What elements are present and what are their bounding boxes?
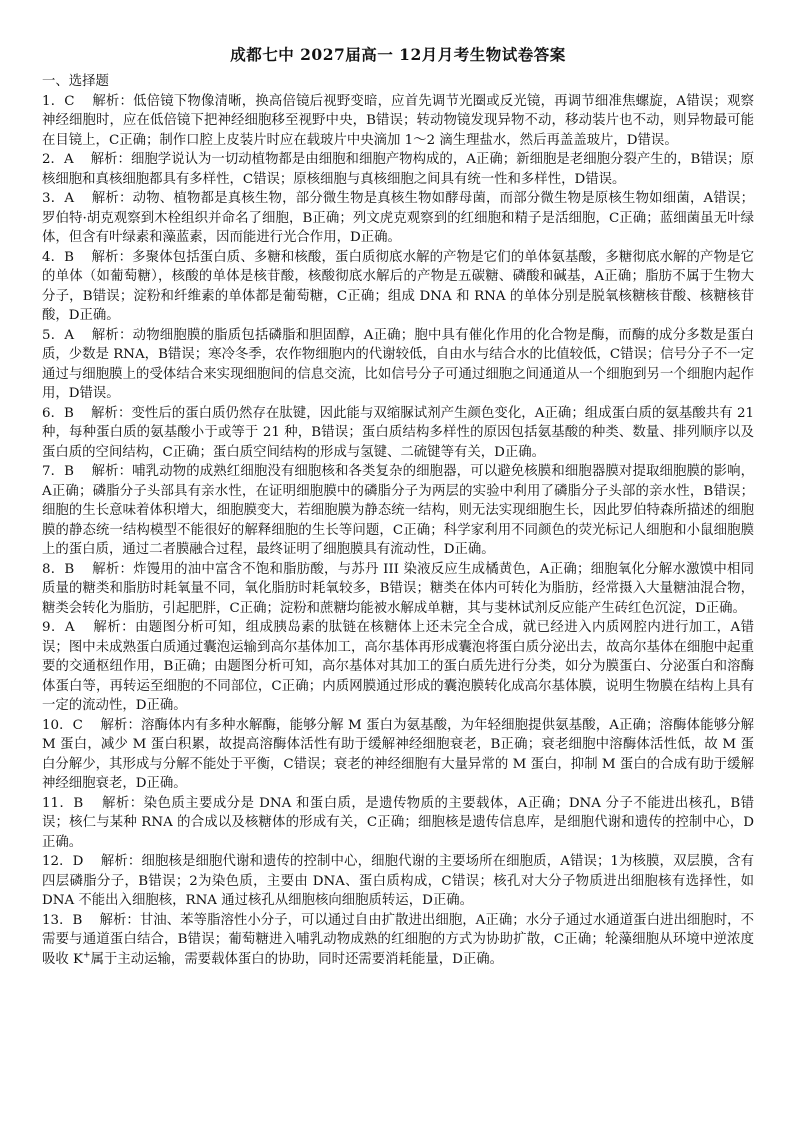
item-label: 解析： (100, 717, 141, 733)
answer-item-13 (42, 911, 754, 970)
item-number: 6．B (42, 405, 74, 421)
item-text: 细胞学说认为一切动植物都是由细胞和细胞产物构成的，A正确；新细胞是老细胞分裂产生的，B错误；原核细胞和真核细胞都具有多样性，C错误；原核细胞与真核细胞之间具有统一性和多样性，D错误。 (42, 152, 754, 187)
item-text-tail: 属于主动运输，需要载体蛋白的协助，同时还需要消耗能量，D正确。 (90, 951, 504, 967)
item-label: 解析： (91, 464, 133, 479)
item-text: 炸馒用的油中富含不饱和脂肪酸，与苏丹 III 染液反应生成橘黄色，A正确；细胞氧化分解水激馍中相同质量的糖类和脂肪时耗氧量不同，氧化脂肪时耗氧较多，B错误；糖类在体内可转化为脂肪，经常摄入大量糖油混合物，糖类会转化为脂肪，引起肥胖，C正确；淀粉和蔗糖均能被水解成单糖，其与斐林试剂反应能产生砖红色沉淀，D正确。 (42, 561, 754, 616)
item-text: 低倍镜下物像清晰，换高倍镜后视野变暗，应首先调节光圈或反光镜，再调节细准焦螺旋，A错误；观察神经细胞时，应在低倍镜下把神经细胞移至视野中央，B错误；转动物镜发现异物不动，移动装片也不动，则异物最可能在目镜上，C正确；制作口腔上皮装片时应在载玻片中央滴加 1～2 滴生理盐水，然后再盖盖玻片，D错误。 (42, 93, 754, 148)
item-text: 细胞核是细胞代谢和遗传的控制中心，细胞代谢的主要场所在细胞质，A错误；1为核膜，双层膜，含有四层磷脂分子，B错误；2为染色质，主要由 DNA、蛋白质构成，C错误；核孔对大分子物质进出细胞核有选择性，如 DNA 不能出入细胞核，RNA 通过核孔从细胞核向细胞质转运，D正确。 (42, 854, 755, 908)
item-number: 4．B (42, 249, 75, 265)
item-number: 2．A (42, 152, 74, 167)
superscript-plus: + (83, 950, 91, 961)
answer-item-11 (42, 794, 754, 853)
item-text: 变性后的蛋白质仍然存在肽键，因此能与双缩脲试剂产生颜色变化，A正确；组成蛋白质的氨基酸共有 21 种，每种蛋白质的氨基酸小于或等于 21 种，B错误；蛋白质结构多样性的原因包括氨基酸的种类、数量、排列顺序以及蛋白质的空间结构，C正确；蛋白质空间结构的形成与氢键、二硫键等有关，D正确。 (42, 405, 755, 460)
item-label: 解析： (102, 795, 144, 811)
item-label: 解析： (92, 561, 134, 577)
item-number: 3．A (42, 191, 74, 206)
item-number: 7．B (42, 464, 75, 479)
item-label: 解析： (91, 327, 133, 343)
item-number: 5．A (42, 327, 74, 343)
answer-item-1 (42, 92, 754, 151)
item-text: 哺乳动物的成熟红细胞没有细胞核和各类复杂的细胞器，可以避免核膜和细胞器膜对提取细胞膜的影响，A正确；磷脂分子头部具有亲水性，在证明细胞膜中的磷脂分子为两层的实验中利用了磷脂分子头部的亲水性，B错误；细胞的生长意味着体积增大，细胞膜变大，若细胞膜为静态统一结构，则无法实现细胞生长，因此罗伯特森所描述的细胞膜的静态统一结构模型不能很好的解释细胞的生长等问题，C正确；科学家利用不同颜色的荧光标记人细胞和小鼠细胞膜上的蛋白质，通过二者膜融合过程，最终证明了细胞膜具有流动性，D正确。 (42, 464, 755, 557)
section-heading: 一、选择题 (42, 74, 109, 89)
answer-item-12 (42, 852, 754, 911)
item-number: 13．B (42, 912, 83, 928)
item-text: 多聚体包括蛋白质、多糖和核酸，蛋白质彻底水解的产物是它们的单体氨基酸，多糖彻底水解的产物是它的单体（如葡萄糖），核酸的单体是核苷酸，核酸彻底水解后的产物是五碳糖、磷酸和碱基，A正确；脂肪不属于生物大分子，B错误；淀粉和纤维素的单体都是葡萄糖，C正确；组成 DNA 和 RNA 的单体分别是脱氧核糖核苷酸、核糖核苷酸，D正确。 (42, 249, 755, 323)
item-text: 甘油、苯等脂溶性小分子，可以通过自由扩散进出细胞，A正确；水分子通过水通道蛋白进出细胞时，不需要与通道蛋白结合，B错误；葡萄糖进入哺乳动物成熟的红细胞的方式为协助扩散，C正确；轮藻细胞从环境中逆浓度吸收 K (42, 912, 755, 967)
item-number: 11．B (42, 795, 84, 811)
item-number: 8．B (42, 561, 75, 577)
item-label: 解析： (91, 191, 133, 206)
answer-item-9 (42, 618, 754, 716)
answer-item-2 (42, 150, 754, 189)
item-text: 溶酶体内有多种水解酶，能够分解 M 蛋白为氨基酸，为年轻细胞提供氨基酸，A正确；溶酶体能够分解 M 蛋白，减少 M 蛋白积累，故提高溶酶体活性有助于缓解神经细胞衰老，B正确；衰老细胞中溶酶体活性低，故 M 蛋白分解少，其形成与分解不能处于平衡，C错误；衰老的神经细胞有大量异常的 M 蛋白，抑制 M 蛋白的合成有助于缓解神经细胞衰老，D正确。 (42, 717, 754, 791)
answer-item-8 (42, 560, 754, 619)
answer-item-10 (42, 716, 754, 794)
item-label: 解析： (92, 93, 134, 109)
item-label: 解析： (99, 912, 140, 928)
item-label: 解析： (100, 854, 142, 869)
answer-item-5 (42, 326, 754, 404)
answer-item-7 (42, 462, 754, 560)
item-number: 12．D (42, 854, 84, 869)
item-text: 动物、植物都是真核生物，部分微生物是真核生物如酵母菌，而部分微生物是原核生物如细菌，A错误；罗伯特·胡克观察到木栓组织并命名了细胞，B正确；列文虎克观察到的红细胞和精子是活细胞，C正确；蓝细菌虽无叶绿体，但含有叶绿素和藻蓝素，因而能进行光合作用，D正确。 (42, 191, 754, 245)
item-label: 解析： (91, 405, 132, 421)
answer-item-3 (42, 189, 754, 248)
item-text: 由题图分析可知，组成胰岛素的肽链在核糖体上还未完全合成，就已经进入内质网腔内进行加工，A错误；图中未成熟蛋白质通过囊泡运输到高尔基体加工，高尔基体再形成囊泡将蛋白质分泌出去，故高尔基体在细胞中起重要的交通枢纽作用，B正确；由题图分析可知，高尔基体对其加工的蛋白质先进行分类，如分为膜蛋白、分泌蛋白和溶酶体蛋白等，再转运至细胞的不同部位，C正确；内质网膜通过形成的囊泡膜转化成高尔基体膜，说明生物膜在结构上具有一定的流动性，D正确。 (42, 620, 755, 713)
item-label: 解析： (91, 249, 133, 265)
answer-item-6 (42, 404, 754, 463)
item-number: 9．A (42, 620, 75, 635)
answer-item-4 (42, 248, 754, 326)
item-label: 解析： (90, 152, 131, 167)
item-number: 1．C (42, 93, 75, 109)
item-number: 10．C (42, 717, 83, 733)
answer-sheet-page (42, 46, 754, 969)
item-text: 动物细胞膜的脂质包括磷脂和胆固醇，A正确；胞中具有催化作用的化合物是酶，而酶的成分多数是蛋白质，少数是 RNA，B错误；寒冷冬季，农作物细胞内的代谢较低，自由水与结合水的比值较低，C错误；信号分子不一定通过与细胞膜上的受体结合来实现细胞间的信息交流，比如信号分子可通过细胞之间通道从一个细胞到另一个细胞内起作用，D错误。 (42, 327, 754, 401)
page-title: 成都七中 2027届高一 12月月考生物试卷答案 (230, 45, 566, 64)
item-label: 解析： (93, 620, 135, 635)
item-text: 染色质主要成分是 DNA 和蛋白质，是遗传物质的主要载体，A正确；DNA 分子不能进出核孔，B错误；核仁与某种 RNA 的合成以及核糖体的形成有关，C正确；细胞核是遗传信息库，是细胞代谢和遗传的控制中心，D正确。 (42, 795, 755, 850)
